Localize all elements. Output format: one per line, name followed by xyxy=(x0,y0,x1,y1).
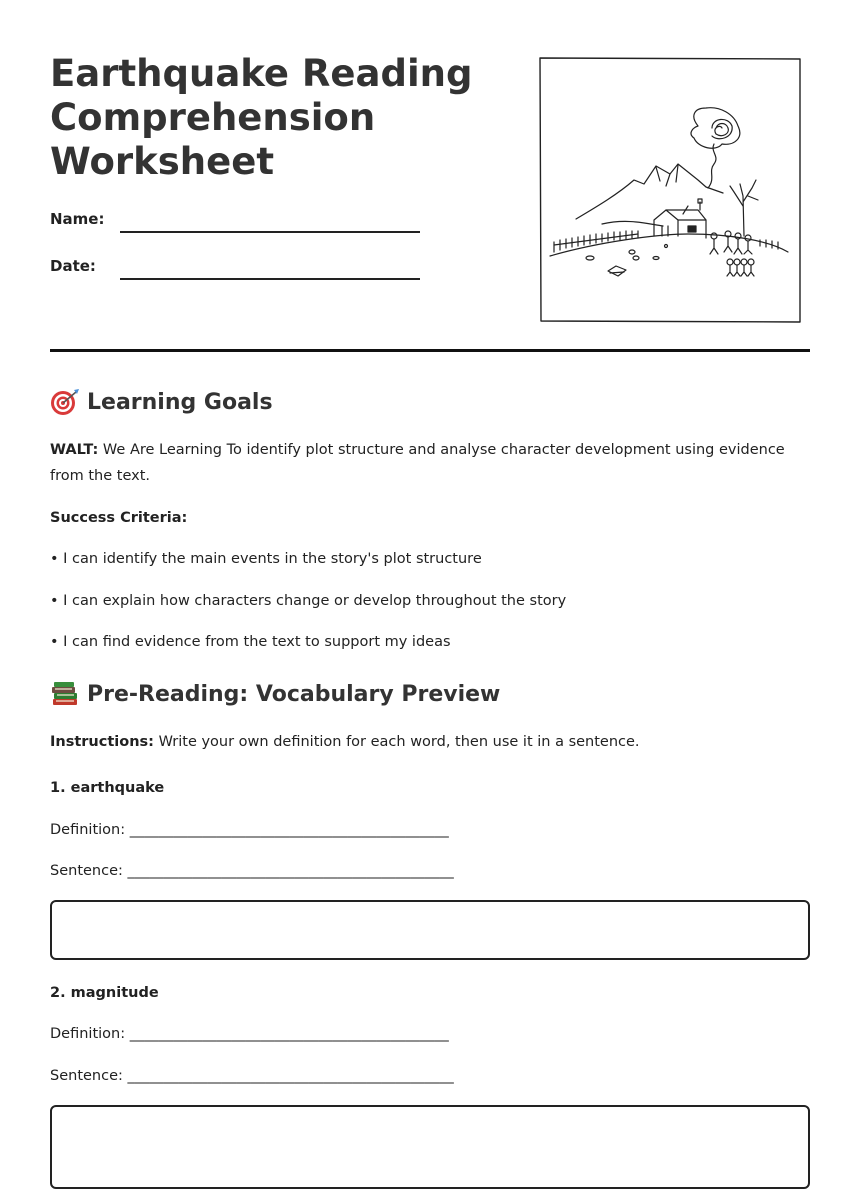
definition-line[interactable]: Definition: ____________________________________________ xyxy=(50,1026,449,1042)
instructions-label: Instructions: xyxy=(50,734,154,750)
definition-line[interactable]: Definition: ____________________________________________ xyxy=(50,822,449,838)
vocab-word-title: 1. earthquake xyxy=(50,780,165,796)
earthquake-village-illustration xyxy=(538,56,802,324)
answer-box[interactable] xyxy=(50,900,810,960)
instructions-paragraph xyxy=(50,729,810,755)
name-field[interactable] xyxy=(120,231,420,233)
sentence-line[interactable]: Sentence: _____________________________________________ xyxy=(50,1068,454,1084)
vocabulary-heading xyxy=(50,680,500,708)
learning-goals-heading-text: Learning Goals xyxy=(87,389,273,415)
sentence-line[interactable]: Sentence: _____________________________________________ xyxy=(50,863,454,879)
header-divider xyxy=(50,349,810,352)
walt-label: WALT: xyxy=(50,442,99,458)
criteria-item: • I can explain how characters change or develop throughout the story xyxy=(50,593,567,609)
name-label: Name: xyxy=(50,210,105,228)
success-criteria-label: Success Criteria: xyxy=(50,510,188,526)
criteria-item: • I can identify the main events in the story's plot structure xyxy=(50,551,482,567)
criteria-item: • I can find evidence from the text to support my ideas xyxy=(50,634,451,650)
instructions-text: Write your own definition for each word, then use it in a sentence. xyxy=(153,734,640,750)
answer-box[interactable] xyxy=(50,1105,810,1189)
vocabulary-heading-text: Pre-Reading: Vocabulary Preview xyxy=(87,681,501,707)
page-title: Earthquake Reading Comprehension Worksheet xyxy=(50,52,473,183)
target-icon xyxy=(50,388,80,416)
vocab-word-title: 2. magnitude xyxy=(50,985,159,1001)
learning-goals-heading xyxy=(50,388,273,416)
walt-text: We Are Learning To identify plot structure and analyse character development using evidence from the text. xyxy=(50,442,785,484)
walt-paragraph xyxy=(50,437,810,489)
books-icon xyxy=(50,680,80,708)
date-label: Date: xyxy=(50,257,96,275)
date-field[interactable] xyxy=(120,278,420,280)
